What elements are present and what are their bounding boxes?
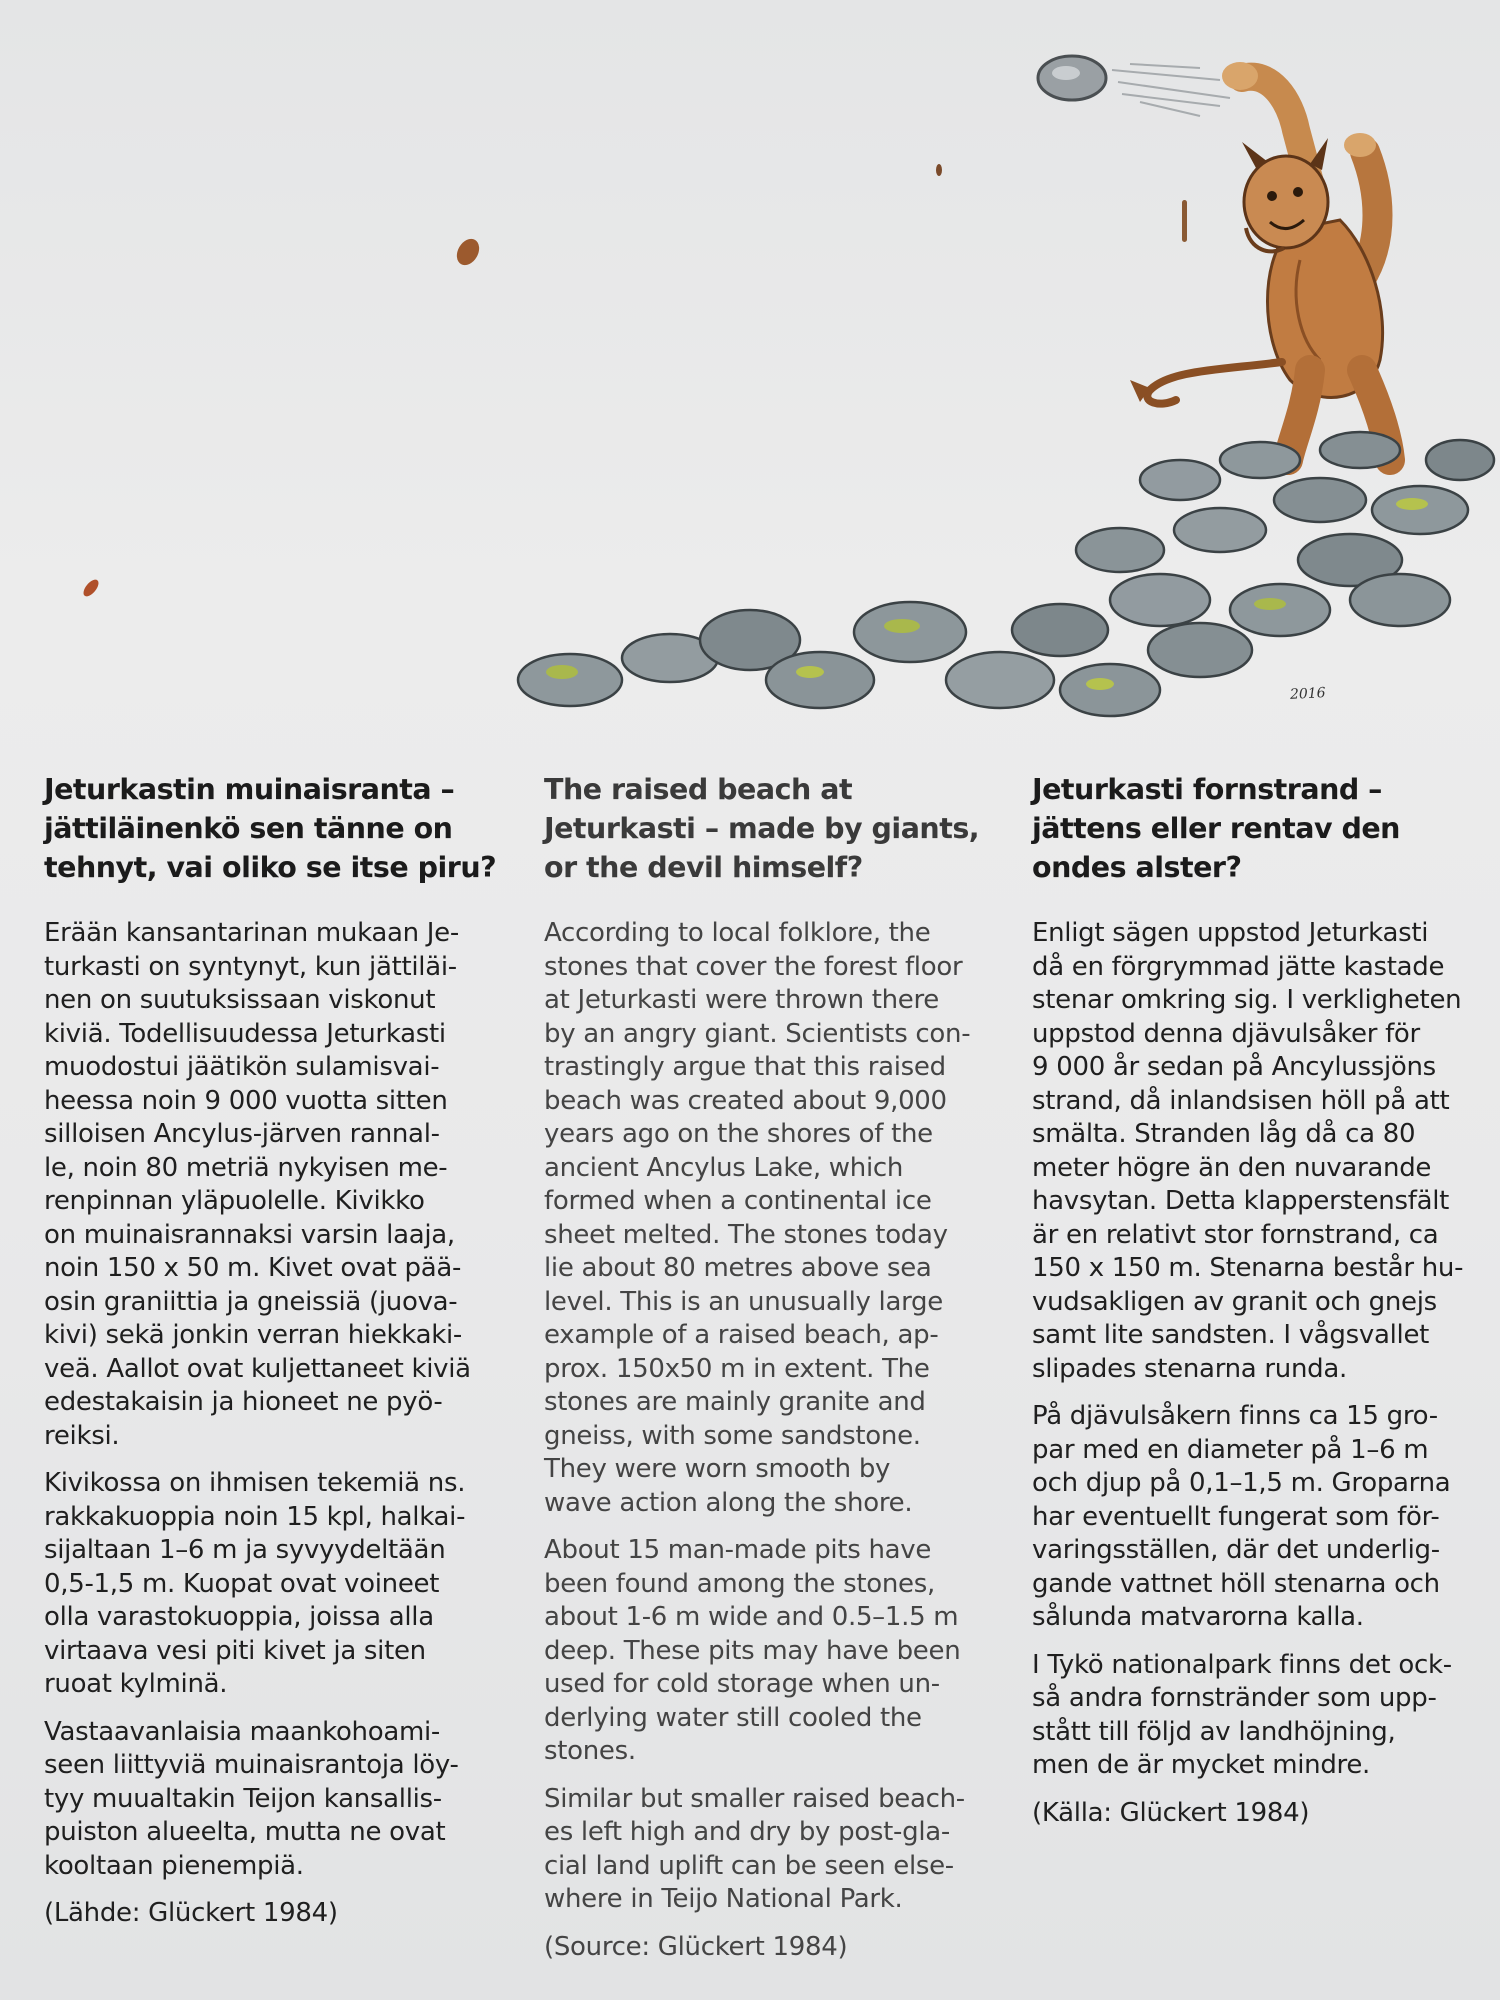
heading-line: Jeturkasti fornstrand – xyxy=(1032,773,1382,806)
heading-finnish xyxy=(44,770,514,887)
devil-figure xyxy=(1130,62,1390,460)
text-line: Kivikossa on ihmisen tekemiä ns. xyxy=(44,1468,466,1498)
leaf-fleck xyxy=(81,577,102,599)
text-line: strand, då inlandsisen höll på att xyxy=(1032,1085,1450,1116)
text-line: (Lähde: Glückert 1984) xyxy=(44,1898,338,1928)
text-line: så andra fornstränder som upp- xyxy=(1032,1683,1437,1713)
text-line: turkasti on syntynyt, kun jättiläi- xyxy=(44,951,457,982)
text-line: (Källa: Glückert 1984) xyxy=(1032,1797,1310,1828)
text-line: gneiss, with some sandstone. xyxy=(544,1420,921,1451)
text-line: stones. xyxy=(544,1736,636,1766)
text-line: 9 000 år sedan på Ancylussjöns xyxy=(1032,1052,1436,1082)
text-line: edestakaisin ja hioneet ne pyö- xyxy=(44,1387,443,1417)
text-line: lie about 80 metres above sea xyxy=(544,1253,932,1283)
text-line: heessa noin 9 000 vuotta sitten xyxy=(44,1085,448,1116)
text-line: about 1-6 m wide and 0.5–1.5 m xyxy=(544,1602,959,1632)
heading-line: The raised beach at xyxy=(544,773,853,806)
column-english xyxy=(544,770,1004,1978)
text-line: deep. These pits may have been xyxy=(544,1635,961,1666)
text-line: kooltaan pienempiä. xyxy=(44,1850,304,1881)
text-line: kivi) sekä jonkin verran hiekkaki- xyxy=(44,1320,463,1350)
text-line: varingsställen, där det underlig- xyxy=(1032,1535,1440,1565)
text-line: silloisen Ancylus-järven rannal- xyxy=(44,1119,440,1149)
text-line: beach was created about 9,000 xyxy=(544,1085,947,1116)
text-line: at Jeturkasti were thrown there xyxy=(544,985,940,1015)
text-line: nen on suutuksissaan viskonut xyxy=(44,985,436,1015)
text-line: slipades stenarna runda. xyxy=(1032,1353,1347,1384)
paragraph-3 xyxy=(44,1716,514,1884)
text-line: På djävulsåkern finns ca 15 gro- xyxy=(1032,1401,1438,1431)
text-line: used for cold storage when un- xyxy=(544,1669,940,1699)
text-line: Vastaavanlaisia maankohoami- xyxy=(44,1716,441,1747)
text-line: been found among the stones, xyxy=(544,1568,935,1599)
heading-line: or the devil himself? xyxy=(544,851,863,884)
source-citation xyxy=(1032,1797,1482,1831)
text-line: (Source: Glückert 1984) xyxy=(544,1931,848,1962)
text-line: trastingly argue that this raised xyxy=(544,1052,946,1082)
text-line: rakkakuoppia noin 15 kpl, halkai- xyxy=(44,1501,466,1532)
heading-line: Jeturkasti – made by giants, xyxy=(544,812,980,845)
heading-line: jättens eller rentav den xyxy=(1032,812,1400,845)
paragraph-2 xyxy=(544,1534,1004,1769)
paragraph-3 xyxy=(1032,1649,1482,1783)
text-line: years ago on the shores of the xyxy=(544,1119,933,1149)
text-line: sheet melted. The stones today xyxy=(544,1219,948,1250)
source-citation xyxy=(544,1931,1004,1965)
text-line: wave action along the shore. xyxy=(544,1487,913,1518)
text-line: ancient Ancylus Lake, which xyxy=(544,1152,904,1183)
text-line: es left high and dry by post-gla- xyxy=(544,1817,950,1847)
text-line: Similar but smaller raised beach- xyxy=(544,1783,965,1814)
heading-line: jättiläinenkö sen tänne on xyxy=(44,812,453,845)
text-line: sijaltaan 1–6 m ja syvyydeltään xyxy=(44,1535,446,1565)
text-line: where in Teijo National Park. xyxy=(544,1884,903,1914)
text-line: veä. Aallot ovat kuljettaneet kiviä xyxy=(44,1353,471,1384)
text-line: Enligt sägen uppstod Jeturkasti xyxy=(1032,918,1429,948)
text-line: smälta. Stranden låg då ca 80 xyxy=(1032,1119,1416,1149)
text-line: muodostui jäätikön sulamisvai- xyxy=(44,1052,440,1082)
text-line: uppstod denna djävulsåker för xyxy=(1032,1018,1420,1049)
stone-pile xyxy=(518,432,1494,716)
text-line: samt lite sandsten. I vågsvallet xyxy=(1032,1320,1430,1350)
text-line: vudsakligen av granit och gnejs xyxy=(1032,1286,1437,1317)
text-line: Erään kansantarinan mukaan Je- xyxy=(44,918,459,948)
text-line: ruoat kylminä. xyxy=(44,1669,228,1699)
text-line: gande vattnet höll stenarna och xyxy=(1032,1568,1440,1599)
text-line: meter högre än den nuvarande xyxy=(1032,1152,1432,1183)
text-line: stones that cover the forest floor xyxy=(544,951,963,982)
text-line: par med en diameter på 1–6 m xyxy=(1032,1434,1429,1465)
text-line: I Tykö nationalpark finns det ock- xyxy=(1032,1649,1452,1680)
text-line: stones are mainly granite and xyxy=(544,1387,926,1417)
paragraph-2 xyxy=(1032,1400,1482,1635)
text-line: olla varastokuoppia, joissa alla xyxy=(44,1602,434,1632)
text-line: 150 x 150 m. Stenarna består hu- xyxy=(1032,1253,1464,1283)
text-line: by an angry giant. Scientists con- xyxy=(544,1018,971,1049)
heading-english xyxy=(544,770,1004,887)
text-line: då en förgrymmad jätte kastade xyxy=(1032,951,1445,982)
artist-signature: 2016 xyxy=(1289,685,1327,703)
text-line: prox. 150x50 m in extent. The xyxy=(544,1353,930,1384)
flying-stone xyxy=(1038,56,1106,100)
paragraph-1 xyxy=(544,917,1004,1520)
column-finnish xyxy=(44,770,514,1945)
text-line: cial land uplift can be seen else- xyxy=(544,1850,954,1881)
heading-line: Jeturkastin muinaisranta – xyxy=(44,773,455,806)
paragraph-3 xyxy=(544,1783,1004,1917)
leaf-fleck xyxy=(452,235,483,269)
paragraph-1 xyxy=(1032,917,1482,1386)
text-line: reiksi. xyxy=(44,1420,120,1451)
text-line: seen liittyviä muinaisrantoja löy- xyxy=(44,1750,459,1780)
text-line: och djup på 0,1–1,5 m. Groparna xyxy=(1032,1468,1451,1498)
source-citation xyxy=(44,1897,514,1931)
column-swedish xyxy=(1032,770,1482,1844)
devil-throwing-stone-illustration xyxy=(500,40,1500,760)
text-line: osin graniittia ja gneissiä (juova- xyxy=(44,1286,458,1317)
text-line: on muinaisrannaksi varsin laaja, xyxy=(44,1219,455,1250)
paragraph-2 xyxy=(44,1467,514,1702)
heading-line: tehnyt, vai oliko se itse piru? xyxy=(44,851,497,884)
text-line: level. This is an unusually large xyxy=(544,1286,943,1317)
text-line: According to local folklore, the xyxy=(544,918,931,948)
text-line: noin 150 x 50 m. Kivet ovat pää- xyxy=(44,1253,462,1283)
text-line: le, noin 80 metriä nykyisen me- xyxy=(44,1152,448,1183)
text-line: formed when a continental ice xyxy=(544,1186,932,1216)
text-line: stått till följd av landhöjning, xyxy=(1032,1716,1396,1747)
text-line: stenar omkring sig. I verkligheten xyxy=(1032,985,1462,1015)
heading-line: ondes alster? xyxy=(1032,851,1242,884)
paragraph-1 xyxy=(44,917,514,1453)
text-line: renpinnan yläpuolelle. Kivikko xyxy=(44,1186,425,1216)
text-line: They were worn smooth by xyxy=(544,1454,891,1484)
text-line: example of a raised beach, ap- xyxy=(544,1320,939,1350)
text-line: kiviä. Todellisuudessa Jeturkasti xyxy=(44,1018,446,1049)
text-line: About 15 man-made pits have xyxy=(544,1535,932,1565)
text-line: sålunda matvarorna kalla. xyxy=(1032,1602,1364,1632)
text-line: är en relativt stor fornstrand, ca xyxy=(1032,1219,1439,1250)
text-line: 0,5-1,5 m. Kuopat ovat voineet xyxy=(44,1568,440,1599)
text-line: havsytan. Detta klapperstensfält xyxy=(1032,1186,1450,1216)
text-line: har eventuellt fungerat som för- xyxy=(1032,1501,1440,1532)
heading-swedish xyxy=(1032,770,1482,887)
motion-lines xyxy=(1112,64,1230,116)
text-line: virtaava vesi piti kivet ja siten xyxy=(44,1635,426,1666)
text-line: puiston alueelta, mutta ne ovat xyxy=(44,1817,446,1847)
text-line: derlying water still cooled the xyxy=(544,1702,922,1733)
text-line: tyy muualtakin Teijon kansallis- xyxy=(44,1783,442,1814)
text-line: men de är mycket mindre. xyxy=(1032,1750,1371,1780)
